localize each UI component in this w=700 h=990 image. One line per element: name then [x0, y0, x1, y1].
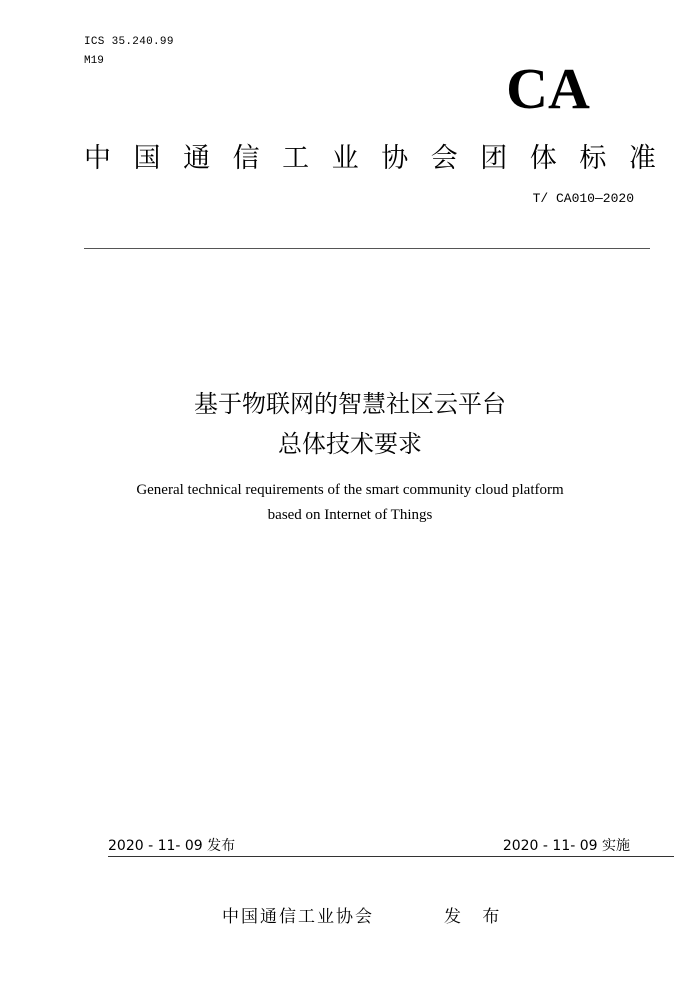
- org-char: 协: [381, 143, 409, 174]
- org-char: 准: [628, 143, 656, 174]
- org-char: 会: [430, 143, 458, 174]
- org-char: 通: [183, 143, 211, 174]
- org-char: 业: [331, 143, 359, 174]
- org-char: 团: [480, 143, 508, 174]
- org-char: 体: [529, 143, 557, 174]
- org-char: 信: [232, 143, 260, 174]
- title-en-line2: based on Internet of Things: [267, 507, 433, 523]
- header-divider: [84, 248, 650, 249]
- org-char: 标: [579, 143, 607, 174]
- org-char: 国: [133, 143, 161, 174]
- publish-label: 发 布: [444, 907, 508, 927]
- publisher-name: 中国通信工业协会: [222, 907, 374, 927]
- issue-date: 2020 - 11- 09 发布: [108, 838, 236, 854]
- logo-text: CA: [506, 58, 590, 118]
- org-standard-title: [84, 136, 656, 175]
- title-cn-line2: 总体技术要求: [278, 430, 422, 458]
- implement-date: 2020 - 11- 09 实施: [502, 838, 630, 854]
- ca-logo: [478, 58, 618, 118]
- ccs-code: M19: [84, 55, 104, 67]
- title-cn-line1: 基于物联网的智慧社区云平台: [194, 390, 506, 418]
- title-en-line1: General technical requirements of the smart community cloud platform: [136, 482, 564, 498]
- org-char: 工: [282, 143, 310, 174]
- org-char: 中: [84, 143, 111, 174]
- ics-code: ICS 35.240.99: [84, 36, 174, 48]
- footer-divider: [108, 856, 674, 857]
- standard-number: T/ CA010—2020: [532, 191, 634, 206]
